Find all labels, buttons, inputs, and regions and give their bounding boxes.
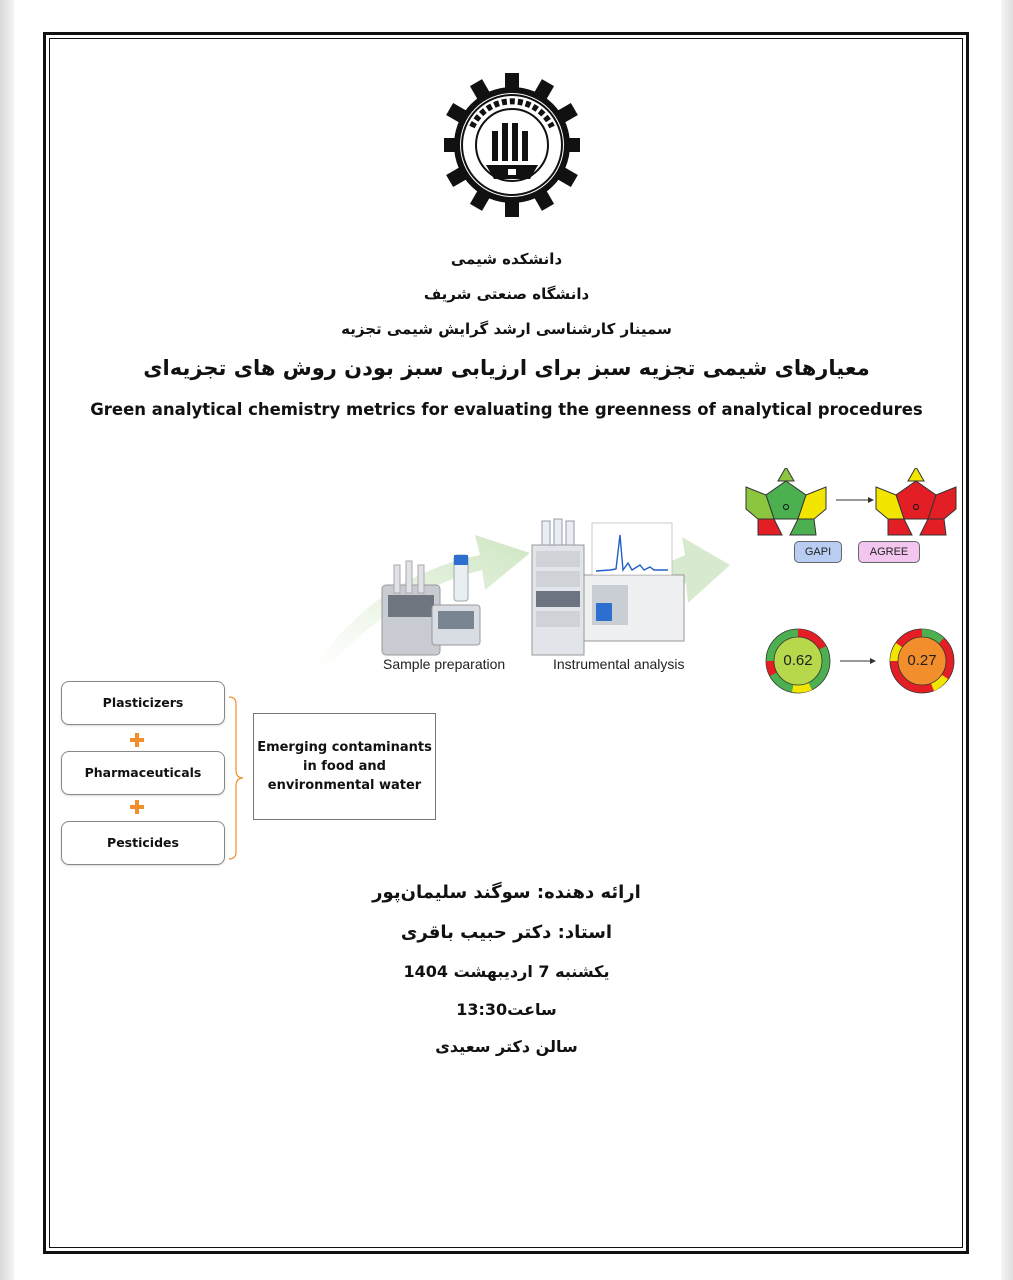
- university-name: دانشگاه صنعتی شریف: [423, 285, 590, 303]
- arrow-right-icon-2: [840, 658, 876, 664]
- agree-tag: AGREE: [858, 541, 920, 563]
- contaminant-item-pesticides: Pesticides: [61, 821, 225, 865]
- grouping-bracket: [228, 696, 244, 860]
- presenter-name: ارائه دهنده: سوگند سلیمان‌پور: [372, 882, 641, 903]
- event-date: یکشنبه 7 اردیبهشت 1404: [403, 962, 610, 981]
- faculty-name: دانشکده شیمی: [450, 250, 563, 268]
- event-location: سالن دکتر سعیدی: [435, 1037, 578, 1056]
- page-shadow-right: [1001, 0, 1013, 1280]
- title-english: Green analytical chemistry metrics for evaluating the greenness of analytical procedures: [90, 400, 923, 419]
- sample-preparation-label: Sample preparation: [383, 656, 506, 672]
- university-logo: [444, 72, 580, 218]
- gapi-tag: GAPI: [794, 541, 842, 563]
- plus-icon: [130, 800, 144, 814]
- supervisor-name: استاد: دکتر حبیب باقری: [400, 922, 613, 943]
- chromatogram-icon: [592, 523, 672, 575]
- contaminant-item-pharmaceuticals: Pharmaceuticals: [61, 751, 225, 795]
- instrumental-analysis-label: Instrumental analysis: [553, 656, 685, 672]
- agree-score-low: 0.27: [907, 652, 937, 669]
- event-time: ساعت13:30: [456, 1000, 557, 1019]
- agree-score-high: 0.62: [783, 652, 813, 669]
- emerging-contaminants-box: Emerging contaminants in food and environmental water: [253, 713, 436, 820]
- plus-icon: [130, 733, 144, 747]
- title-persian: معیارهای شیمی تجزیه سبز برای ارزیابی سبز بودن روش های تجزیه‌ای: [143, 356, 870, 380]
- arrow-right-icon-1: [836, 497, 874, 503]
- gapi-pictogram-red: [876, 468, 956, 535]
- contaminant-item-plasticizers: Plasticizers: [61, 681, 225, 725]
- gear-icon: [444, 73, 580, 217]
- seminar-type: سمینار کارشناسی ارشد گرایش شیمی تجزیه: [341, 320, 672, 338]
- gapi-pictogram-green: [746, 468, 826, 535]
- greenness-metrics-illustration: [740, 468, 968, 718]
- page-shadow-left: [0, 0, 14, 1280]
